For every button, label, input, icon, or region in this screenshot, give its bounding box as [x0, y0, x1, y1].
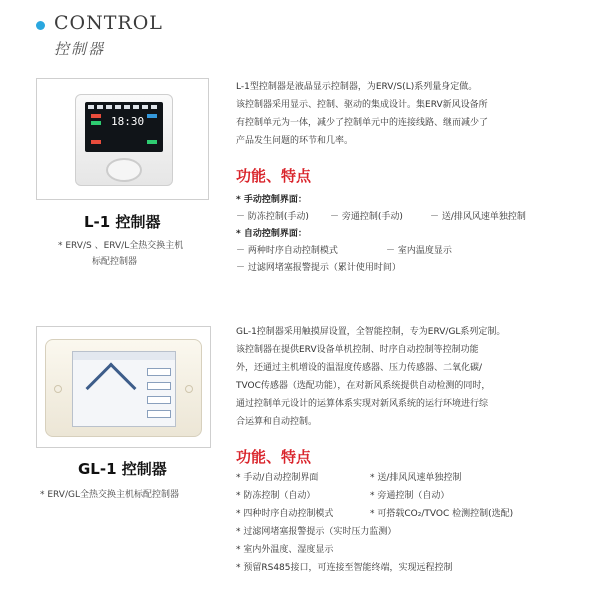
- gl1-features-title: 功能、特点: [236, 448, 312, 466]
- l1-feature-auto-header: * 自动控制界面：: [236, 229, 307, 239]
- l1-feature-item: － 防冻控制(手动): [236, 212, 309, 222]
- l1-navigation-pad: [106, 158, 142, 182]
- l1-description-line: L-1型控制器是液晶显示控制器，为ERV/S(L)系列量身定做。: [236, 82, 478, 92]
- section-title-en: CONTROL: [54, 12, 163, 34]
- l1-feature-item: － 旁通控制(手动): [330, 212, 403, 222]
- gl1-model-name: GL-1 控制器: [78, 460, 167, 478]
- gl1-description: [236, 323, 505, 431]
- l1-description-line: 产品发生问题的环节和几率。: [236, 136, 354, 146]
- gl1-right-button-icon: [185, 385, 193, 393]
- gl1-touch-screen: [72, 351, 176, 427]
- gl1-description-line: 通过控制单元设计的运算体系实现对新风系统的运行环境进行综: [236, 399, 489, 409]
- gl1-description-line: TVOC传感器（选配功能），在对新风系统提供自动检测的同时，: [236, 381, 491, 391]
- gl1-subtitle-line-1: * ERV/GL全热交换主机标配控制器: [40, 490, 179, 500]
- gl1-description-line: 该控制器在提供ERV设备单机控制、时序自动控制等控制功能: [236, 345, 479, 355]
- gl1-feature-item: * 四种时序自动控制模式: [236, 509, 334, 519]
- l1-subtitle-line-1: * ERV/S 、ERV/L全热交换主机: [58, 241, 184, 251]
- l1-feature-item: － 室内温度显示: [386, 246, 452, 256]
- gl1-feature-item: * 室内外温度、湿度显示: [236, 545, 334, 555]
- l1-description-line: 有控制单元为一体，减少了控制单元中的连接线路、继而减少了: [236, 118, 489, 128]
- l1-lcd-screen: [85, 102, 163, 152]
- gl1-feature-item: * 手动/自动控制界面: [236, 473, 319, 483]
- l1-controller-photo: [36, 78, 209, 200]
- l1-feature-item: － 两种时序自动控制模式: [236, 246, 338, 256]
- section-title-cn: 控制器: [54, 40, 106, 58]
- gl1-device-illustration: [45, 339, 202, 437]
- l1-description: [236, 78, 488, 150]
- gl1-feature-item: * 防冻控制（自动）: [236, 491, 316, 501]
- house-roof-icon: [86, 363, 137, 414]
- gl1-controller-photo: [36, 326, 211, 448]
- l1-subtitle-line-2: 标配控制器: [92, 257, 138, 267]
- l1-feature-item: － 送/排风风速单独控制: [430, 212, 526, 222]
- l1-features-title: 功能、特点: [236, 167, 312, 185]
- l1-model-name: L-1 控制器: [84, 213, 161, 231]
- l1-device-illustration: [75, 94, 173, 186]
- gl1-feature-item: * 可搭载CO₂/TVOC 检测控制(选配): [370, 509, 514, 519]
- gl1-feature-item: * 预留RS485接口，可连接至智能终端，实现远程控制: [236, 563, 453, 573]
- gl1-left-button-icon: [54, 385, 62, 393]
- gl1-description-line: 外，还通过主机增设的温湿度传感器、压力传感器、二氧化碳/: [236, 363, 483, 373]
- l1-feature-manual-header: * 手动控制界面：: [236, 195, 307, 205]
- gl1-feature-item: * 送/排风风速单独控制: [370, 473, 462, 483]
- gl1-description-line: 合运算和自动控制。: [236, 417, 318, 427]
- gl1-feature-item: * 旁通控制（自动）: [370, 491, 450, 501]
- gl1-description-line: GL-1控制器采用触摸屏设置，全智能控制，专为ERV/GL系列定制。: [236, 327, 506, 337]
- l1-description-line: 该控制器采用显示、控制、驱动的集成设计。集ERV新风设备所: [236, 100, 488, 110]
- l1-feature-item: － 过滤网堵塞报警提示（累计使用时间）: [236, 263, 401, 273]
- bullet-dot-icon: [36, 21, 45, 30]
- gl1-feature-item: * 过滤网堵塞报警提示（实时压力监测）: [236, 527, 397, 537]
- l1-screen-clock: 18:30: [111, 115, 145, 128]
